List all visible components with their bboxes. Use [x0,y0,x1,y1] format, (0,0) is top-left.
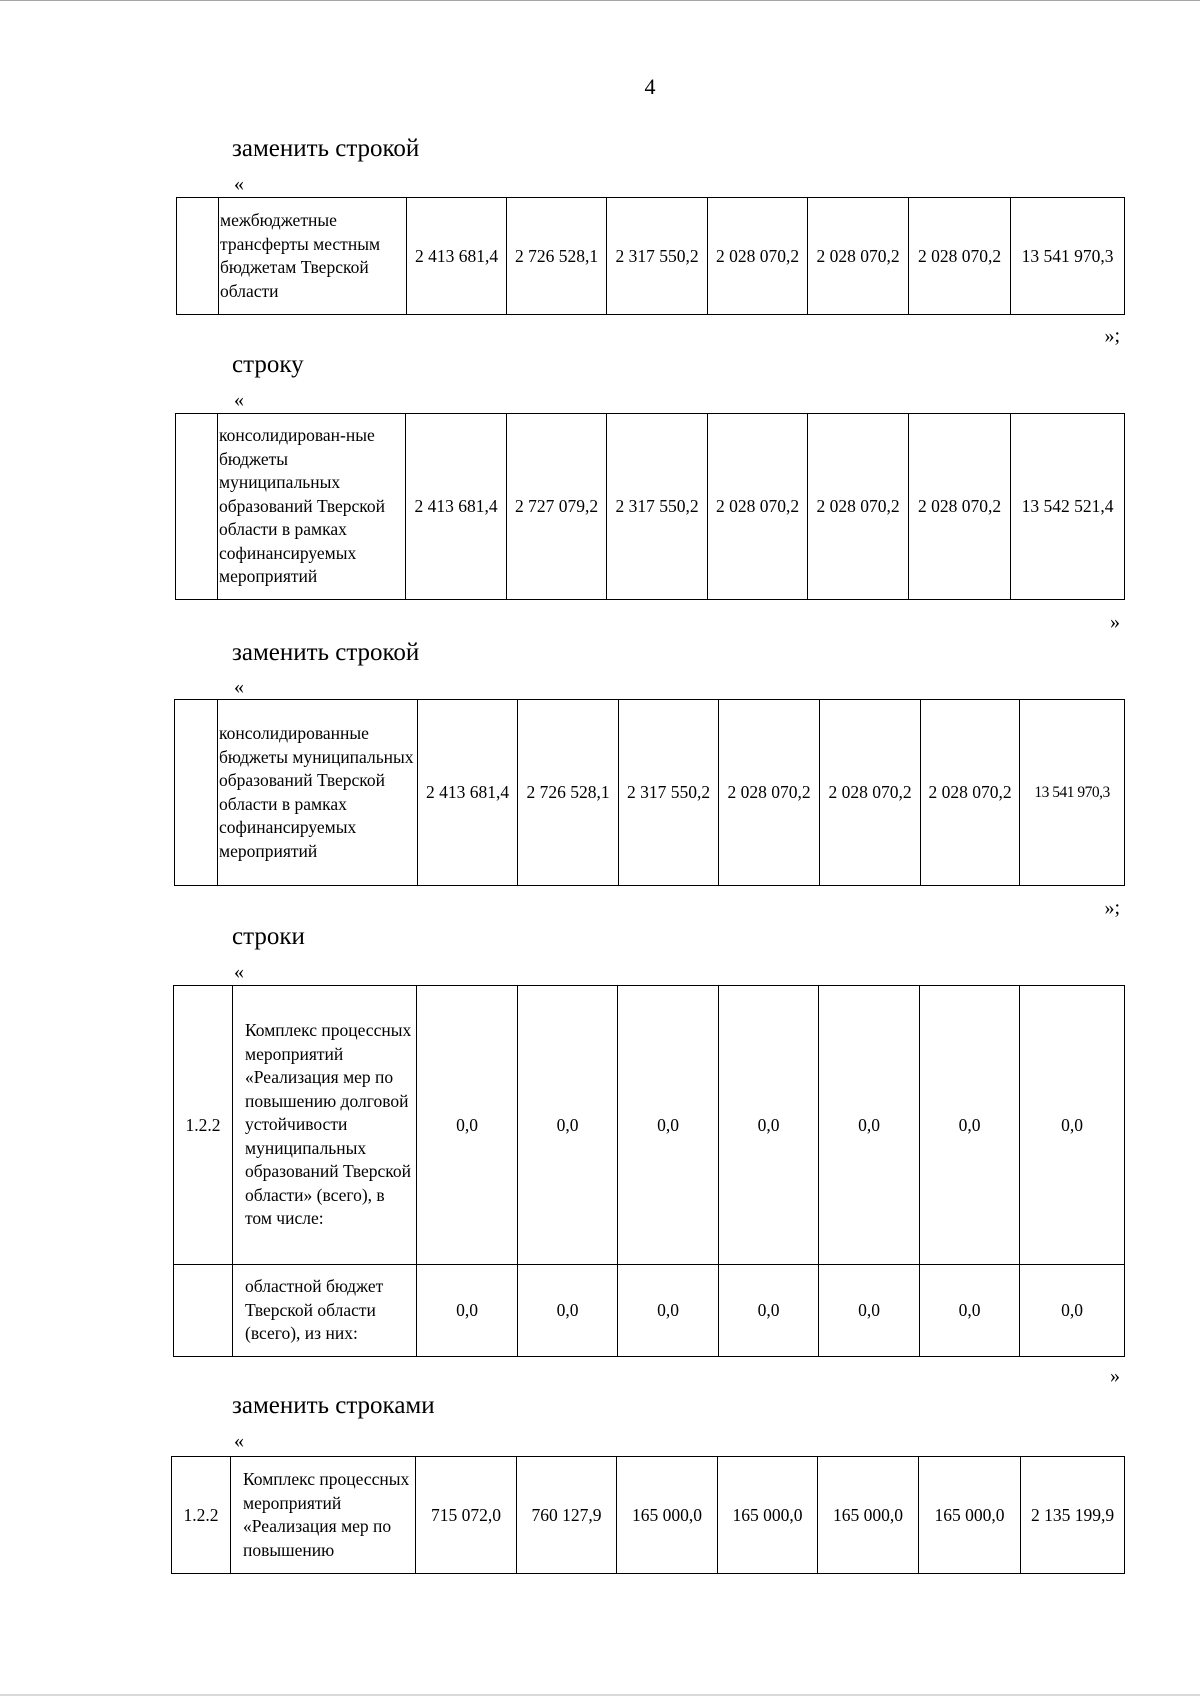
value-cell: 2 317 550,2 [619,700,719,886]
row-code: 1.2.2 [174,986,233,1265]
row-code [174,1265,233,1357]
value-cell: 165 000,0 [617,1457,718,1574]
value-cell: 0,0 [417,1265,518,1357]
value-cell: 2 413 681,4 [407,198,507,315]
value-cell: 13 542 521,4 [1011,414,1125,600]
value-cell: 2 028 070,2 [820,700,921,886]
table-row [172,1457,1125,1574]
table-row [176,414,1125,600]
section-1-heading: заменить строкой [232,135,420,162]
value-cell: 0,0 [618,986,719,1265]
section-2-heading: строку [232,351,304,378]
value-cell: 715 072,0 [416,1457,517,1574]
value-cell: 0,0 [819,986,920,1265]
row-name: Комплекс процессных мероприятий «Реализация мер по повышению [231,1457,416,1574]
scan-edge-bottom [0,1694,1200,1696]
value-cell: 13 541 970,3 [1011,198,1125,315]
value-cell: 2 028 070,2 [921,700,1020,886]
row-code [177,198,219,315]
value-cell: 2 028 070,2 [808,414,909,600]
row-name: областной бюджет Тверской области (всего), из них: [233,1265,417,1357]
section-3-table [174,699,1125,886]
table-row [177,198,1125,315]
section-4-quote-close: » [1110,1365,1120,1387]
value-cell: 2 413 681,4 [406,414,507,600]
value-cell: 0,0 [417,986,518,1265]
row-name: консолидированные бюджеты муниципальных образований Тверской области в рамках софинансируемых мероприятий [218,700,418,886]
value-cell: 2 317 550,2 [607,414,708,600]
value-cell: 2 028 070,2 [708,198,808,315]
section-3-heading: заменить строкой [232,639,420,666]
section-1-quote-close: »; [1104,325,1120,347]
row-name: Комплекс процессных мероприятий «Реализация мер по повышению долговой устойчивости муниципальных образований Тверской области» (всего), в том числе: [233,986,417,1265]
value-cell: 0,0 [1020,1265,1125,1357]
row-name: консолидирован-ные бюджеты муниципальных образований Тверской области в рамках софинансируемых мероприятий [218,414,406,600]
value-cell: 0,0 [819,1265,920,1357]
section-1-quote-open: « [234,173,244,195]
value-cell: 2 413 681,4 [418,700,518,886]
section-4-quote-open: « [234,961,244,983]
section-2-quote-close: » [1110,611,1120,633]
row-name: межбюджетные трансферты местным бюджетам Тверской области [219,198,407,315]
section-2-table [175,413,1125,600]
section-2-quote-open: « [234,389,244,411]
value-cell: 2 028 070,2 [909,198,1011,315]
value-cell: 2 028 070,2 [909,414,1011,600]
value-cell: 0,0 [719,1265,819,1357]
table-row [174,1265,1125,1357]
value-cell: 0,0 [518,1265,618,1357]
value-cell: 2 726 528,1 [518,700,619,886]
value-cell: 2 028 070,2 [708,414,808,600]
section-5-table [171,1456,1125,1574]
page-number: 4 [644,74,656,99]
section-5-heading: заменить строками [232,1392,435,1419]
value-cell: 0,0 [518,986,618,1265]
value-cell: 2 135 199,9 [1021,1457,1125,1574]
section-5-quote-open: « [234,1430,244,1452]
value-cell: 0,0 [719,986,819,1265]
row-code [175,700,218,886]
section-4-heading: строки [232,923,305,950]
section-1-table [176,197,1125,315]
value-cell: 2 317 550,2 [607,198,708,315]
value-cell: 0,0 [920,1265,1020,1357]
value-cell: 2 028 070,2 [719,700,820,886]
section-3-quote-close: »; [1104,897,1120,919]
value-cell: 760 127,9 [517,1457,617,1574]
value-cell: 0,0 [618,1265,719,1357]
table-row [174,986,1125,1265]
value-cell: 165 000,0 [919,1457,1021,1574]
row-code [176,414,218,600]
value-cell: 2 028 070,2 [808,198,909,315]
value-cell: 165 000,0 [818,1457,919,1574]
section-3-quote-open: « [234,676,244,698]
row-code: 1.2.2 [172,1457,231,1574]
value-cell: 2 727 079,2 [507,414,607,600]
value-cell: 2 726 528,1 [507,198,607,315]
value-cell: 165 000,0 [718,1457,818,1574]
scan-edge-top [0,0,1200,1]
table-row [175,700,1125,886]
value-cell: 13 541 970,3 [1020,700,1125,886]
value-cell: 0,0 [1020,986,1125,1265]
value-cell: 0,0 [920,986,1020,1265]
section-4-table [173,985,1125,1357]
